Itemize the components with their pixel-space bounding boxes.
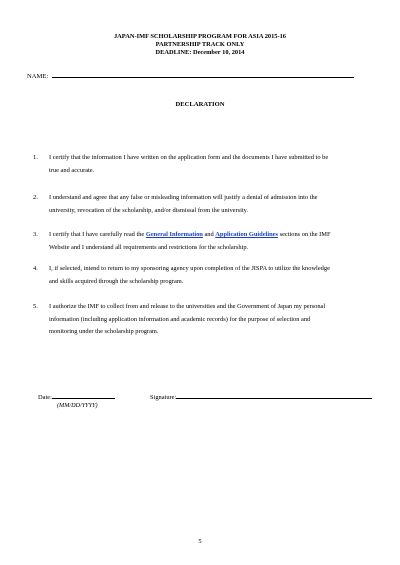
item-number: 4. (33, 265, 38, 272)
item-line (49, 229, 379, 242)
item-line: information (including application information and academic records) for the purpose of selection and (49, 315, 311, 323)
item-text (49, 263, 379, 288)
item-text-segment: sections on the IMF (277, 231, 331, 238)
date-label: Date: (38, 394, 52, 401)
page-number: 5 (198, 538, 202, 545)
item-line: monitoring under the scholarship program. (49, 328, 159, 336)
item-line: I understand and agree that any false or misleading information will justify a denial of admission into the (49, 194, 318, 201)
item-text (49, 301, 379, 339)
application-guidelines-link[interactable]: Application Guidelines (215, 231, 278, 238)
name-field-row (27, 71, 354, 81)
item-text-segment: I certify that I have carefully read the (49, 231, 146, 238)
item-text (49, 192, 379, 217)
deadline-text: DEADLINE: December 10, 2014 (155, 49, 245, 57)
name-input-line[interactable] (52, 71, 354, 78)
item-text (49, 152, 379, 177)
document-header (0, 33, 400, 58)
date-format-hint: (MM/DD/YYYY) (57, 402, 98, 409)
item-text-segment: and (202, 231, 216, 238)
program-title: JAPAN-IMF SCHOLARSHIP PROGRAM FOR ASIA 2015-16 (113, 33, 286, 40)
item-line: and skills acquired through the scholarship program. (49, 277, 184, 285)
name-label: NAME: (27, 73, 49, 80)
item-number: 1. (33, 154, 38, 161)
date-input-line[interactable] (52, 392, 115, 399)
item-line: I certify that the information I have written on the application form and the documents I have submitted to be (49, 154, 329, 161)
item-line: I authorize the IMF to collect from and release to the universities and the Government of Japan my personal (49, 303, 326, 310)
item-number: 5. (33, 303, 38, 310)
track-subtitle: PARTNERSHIP TRACK ONLY (155, 41, 245, 49)
item-number: 2. (33, 194, 38, 201)
item-line: I, if selected, intend to return to my sponsoring agency upon completion of the JISPA to utilize the knowledge (49, 265, 330, 272)
item-number: 3. (33, 231, 38, 238)
declaration-heading: DECLARATION (175, 101, 225, 108)
item-line: university, revocation of the scholarship, and/or dismissal from the university. (49, 206, 249, 214)
item-line: true and accurate. (49, 166, 95, 174)
signature-field-row (150, 392, 372, 402)
general-information-link[interactable]: General Information (145, 231, 203, 238)
item-line: Website and I understand all requirements and restrictions for the scholarship. (49, 243, 249, 251)
date-field-row (38, 392, 115, 402)
signature-input-line[interactable] (176, 392, 372, 399)
signature-label: Signature: (150, 394, 177, 401)
item-text (49, 229, 379, 254)
